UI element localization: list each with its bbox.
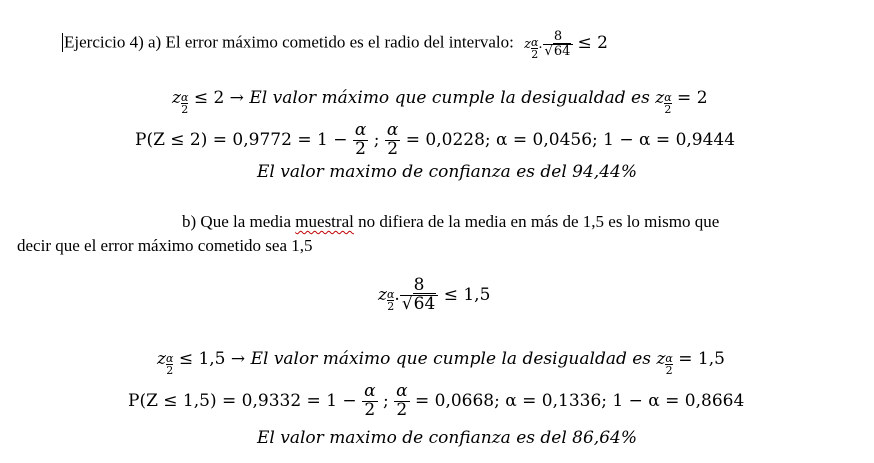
part-b-inequality: z $\frac{\alpha}{2}$ . $\frac{8}{√64}$ ≤ 1,5 xyxy=(378,275,491,314)
part-a-intro: Ejercicio 4) a) El error máximo cometido es el radio del intervalo: xyxy=(64,32,514,52)
part-a-inline-formula: z $\frac{\alpha}{2}$ . $\frac{8}{√64}$ ≤ 2 xyxy=(524,29,608,61)
part-b-heading: b) Que la media muestral no difiera de la media en más de 1,5 es lo mismo que xyxy=(182,212,720,231)
part-a-line-1: z $\frac{\alpha}{2}$ ≤ 2 → El valor máximo que cumple la desigualdad es z $\frac{\alpha}{2}$ = 2 xyxy=(172,88,708,116)
part-a-line-2: P(Z ≤ 2) = 0,9772 = 1 − $\frac{\alpha}{2}$ ; $\frac{\alpha}{2}$ = 0,0228; α = 0,0456; 1 − α = 0,9444 xyxy=(135,120,736,159)
part-a-heading xyxy=(62,30,608,60)
part-a-conclusion: El valor maximo de confianza es del 94,44% xyxy=(257,162,637,182)
part-b-line-1: z $\frac{\alpha}{2}$ ≤ 1,5 → El valor máximo que cumple la desigualdad es z $\frac{\alpha}{2}$ = 1,5 xyxy=(157,349,725,377)
text-cursor xyxy=(62,33,63,52)
spellcheck-underlined-word: muestral xyxy=(295,212,354,231)
part-b-line-2: decir que el error máximo cometido sea 1,5 xyxy=(17,236,313,255)
part-b-line-2-eq: P(Z ≤ 1,5) = 0,9332 = 1 − $\frac{\alpha}{2}$ ; $\frac{\alpha}{2}$ = 0,0668; α = 0,1336; 1 − α = 0,8664 xyxy=(128,381,745,420)
part-b-conclusion: El valor maximo de confianza es del 86,64% xyxy=(257,428,637,448)
